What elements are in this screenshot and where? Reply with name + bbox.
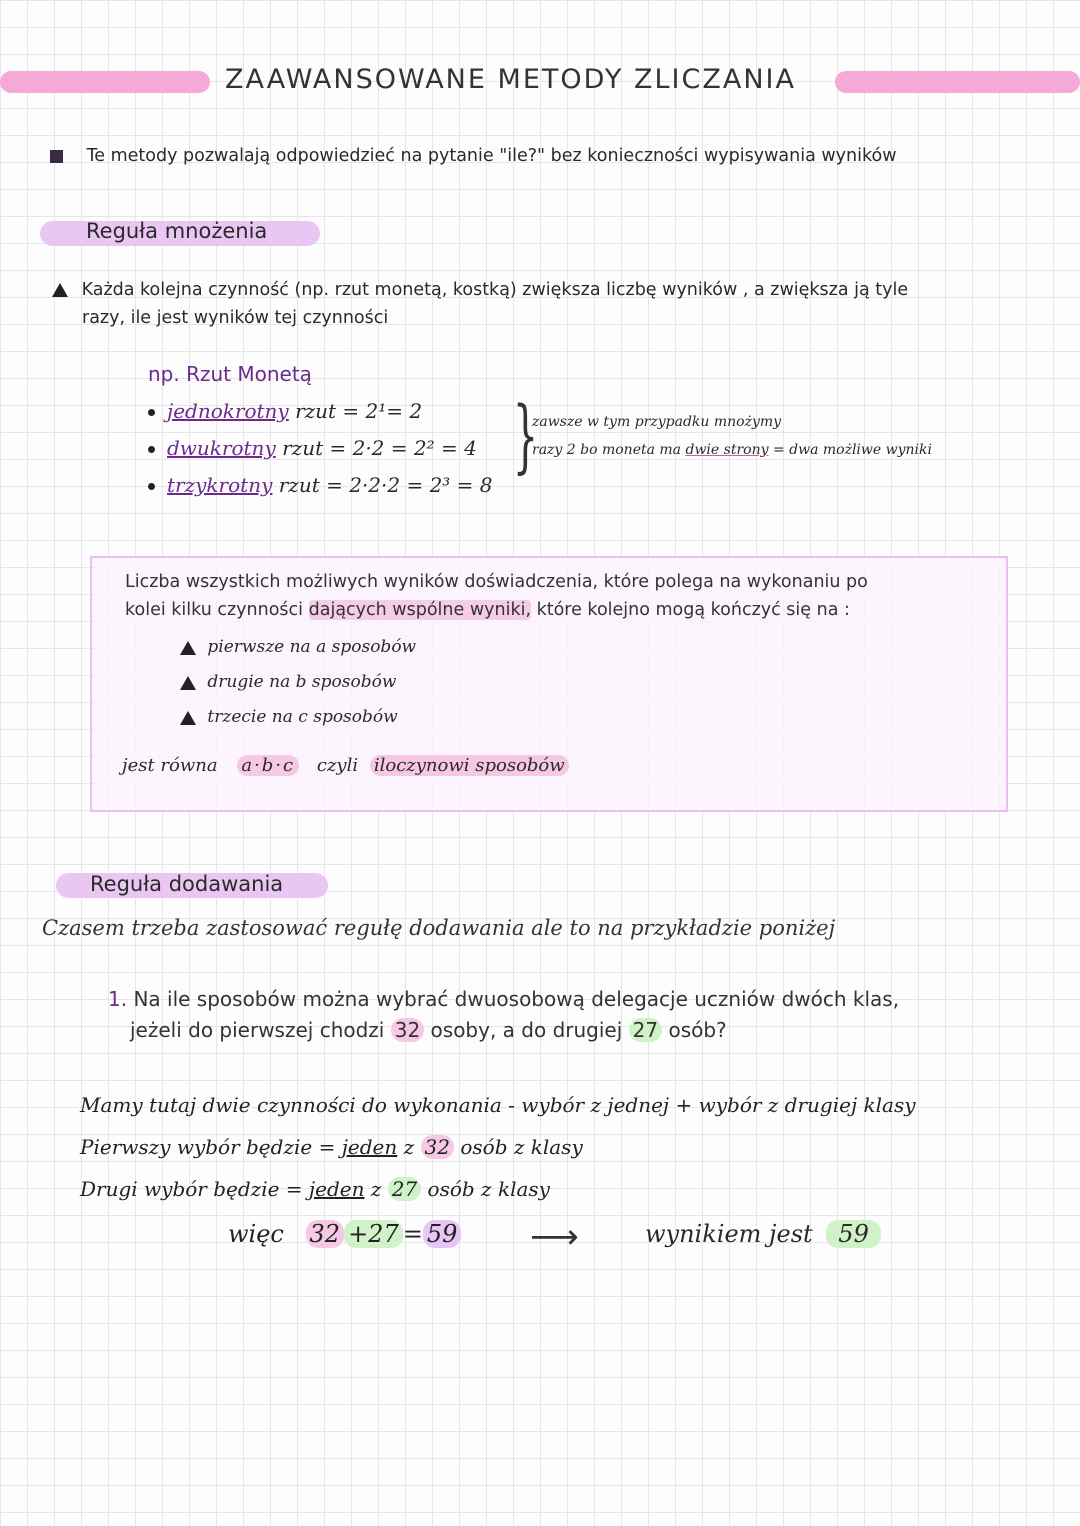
- example-word: jednokrotny: [167, 399, 289, 423]
- problem-line2: [130, 1015, 899, 1046]
- solution-line3-num: 27: [388, 1177, 421, 1201]
- rule2-intro: Czasem trzeba zastosować regułę dodawania ale to na przykładzie poniżej: [42, 916, 836, 940]
- definition-line2-a: kolei kilku czynności: [125, 600, 304, 620]
- dot-bullet-icon: [148, 409, 155, 416]
- definition-result-formula: a·b·c: [237, 755, 299, 776]
- note-line2: [532, 436, 932, 464]
- definition-item-text: drugie na b sposobów: [207, 672, 397, 692]
- example-rest: rzut = 2·2·2 = 2³ = 8: [278, 473, 493, 497]
- example-rest: rzut = 2¹= 2: [295, 399, 423, 423]
- calc-eq: =: [402, 1220, 423, 1248]
- solution-line3-a: Drugi wybór będzie =: [80, 1177, 303, 1201]
- title-bar-right: [835, 71, 1080, 93]
- problem-line1-text: Na ile sposobów można wybrać dwuosobową delegacje uczniów dwóch klas,: [133, 987, 900, 1011]
- solution-line1: Mamy tutaj dwie czynności do wykonania - wybór z jednej + wybór z drugiej klasy: [80, 1093, 916, 1117]
- definition-line2-b: które kolejno mogą kończyć się na :: [536, 600, 850, 620]
- result-value: 59: [826, 1220, 881, 1248]
- example-word: trzykrotny: [167, 473, 273, 497]
- result-text: wynikiem jest: [645, 1220, 813, 1248]
- note-line1: zawsze w tym przypadku mnożymy: [532, 414, 782, 430]
- solution-line2-c: z: [403, 1135, 415, 1159]
- problem-num2: 27: [629, 1018, 662, 1042]
- definition-result: [122, 755, 569, 776]
- definition-line2-hl: dających wspólne wyniki,: [308, 600, 532, 620]
- solution-line2-b: jeden: [341, 1135, 398, 1159]
- solution-line2-num: 32: [421, 1135, 454, 1159]
- problem-line2-a: jeżeli do pierwszej chodzi: [130, 1018, 385, 1042]
- result-line: [645, 1220, 881, 1248]
- calc-res: 59: [423, 1220, 462, 1248]
- square-bullet-icon: [50, 150, 63, 163]
- calc-plus: +: [344, 1220, 368, 1248]
- rule1-desc-line1: Każda kolejna czynność (np. rzut monetą, kostką) zwiększa liczbę wyników , a zwiększa ją tyle: [81, 280, 909, 300]
- problem-num1: 32: [391, 1018, 424, 1042]
- solution-line2-a: Pierwszy wybór będzie =: [80, 1135, 336, 1159]
- definition-result-a: jest równa: [122, 755, 218, 776]
- example-item: [148, 467, 493, 504]
- solution-line3: [80, 1168, 916, 1210]
- rule1-desc: [52, 276, 908, 332]
- dot-bullet-icon: [148, 446, 155, 453]
- heading-rule1: Reguła mnożenia: [86, 219, 268, 243]
- example-item: [148, 430, 493, 467]
- solution-line3-d: osób z klasy: [427, 1177, 550, 1201]
- calc-b: 27: [368, 1220, 403, 1248]
- definition-item: [180, 665, 416, 700]
- definition-line1: Liczba wszystkich możliwych wyników doświadczenia, które polega na wykonaniu po: [125, 572, 868, 592]
- problem-number: 1.: [108, 987, 128, 1011]
- definition-item-text: pierwsze na a sposobów: [207, 637, 417, 657]
- example-item: [148, 393, 493, 430]
- definition-item-text: trzecie na c sposobów: [207, 707, 398, 727]
- definition-item: [180, 630, 416, 665]
- example-list: [148, 393, 493, 504]
- example-word: dwukrotny: [167, 436, 276, 460]
- example-rest: rzut = 2·2 = 2² = 4: [282, 436, 477, 460]
- problem-line2-b: osoby, a do drugiej: [430, 1018, 623, 1042]
- example-title: np. Rzut Monetą: [148, 362, 312, 386]
- intro-text: Te metody pozwalają odpowiedzieć na pytanie "ile?" bez konieczności wypisywania wyników: [86, 146, 897, 166]
- solution-line2-d: osób z klasy: [460, 1135, 583, 1159]
- dot-bullet-icon: [148, 483, 155, 490]
- definition-result-b: czyli: [316, 755, 359, 776]
- page-title: ZAAWANSOWANE METODY ZLICZANIA: [225, 64, 796, 95]
- note-line2-c: = dwa możliwe wyniki: [772, 442, 932, 458]
- triangle-bullet-icon: [180, 711, 196, 725]
- note-line2-a: razy 2 bo moneta ma: [532, 442, 682, 458]
- solution-line3-c: z: [370, 1177, 382, 1201]
- solution-line2: [80, 1126, 916, 1168]
- definition-items: [180, 630, 416, 735]
- brace-icon: }: [512, 389, 539, 482]
- problem: [108, 984, 899, 1046]
- solution: [80, 1084, 916, 1210]
- note-line2-b: dwie strony: [685, 442, 769, 458]
- solution-line3-b: jeden: [308, 1177, 365, 1201]
- calc-prefix: więc: [228, 1220, 284, 1248]
- calculation: [228, 1220, 461, 1248]
- heading-rule2: Reguła dodawania: [90, 872, 284, 896]
- definition-result-hl: iloczynowi sposobów: [370, 755, 569, 776]
- triangle-bullet-icon: [180, 676, 196, 690]
- definition-text: [125, 568, 868, 624]
- intro-line: [50, 146, 897, 166]
- rule1-desc-line2: razy, ile jest wyników tej czynności: [82, 308, 389, 328]
- example-note: [532, 408, 932, 464]
- arrow-icon: ⟶: [530, 1217, 579, 1257]
- definition-item: [180, 700, 416, 735]
- problem-line2-c: osób?: [668, 1018, 727, 1042]
- triangle-bullet-icon: [180, 641, 196, 655]
- calc-a: 32: [306, 1220, 345, 1248]
- triangle-bullet-icon: [52, 283, 68, 297]
- definition-line2: [125, 596, 868, 624]
- problem-line1: [108, 984, 899, 1015]
- title-bar-left: [0, 71, 210, 93]
